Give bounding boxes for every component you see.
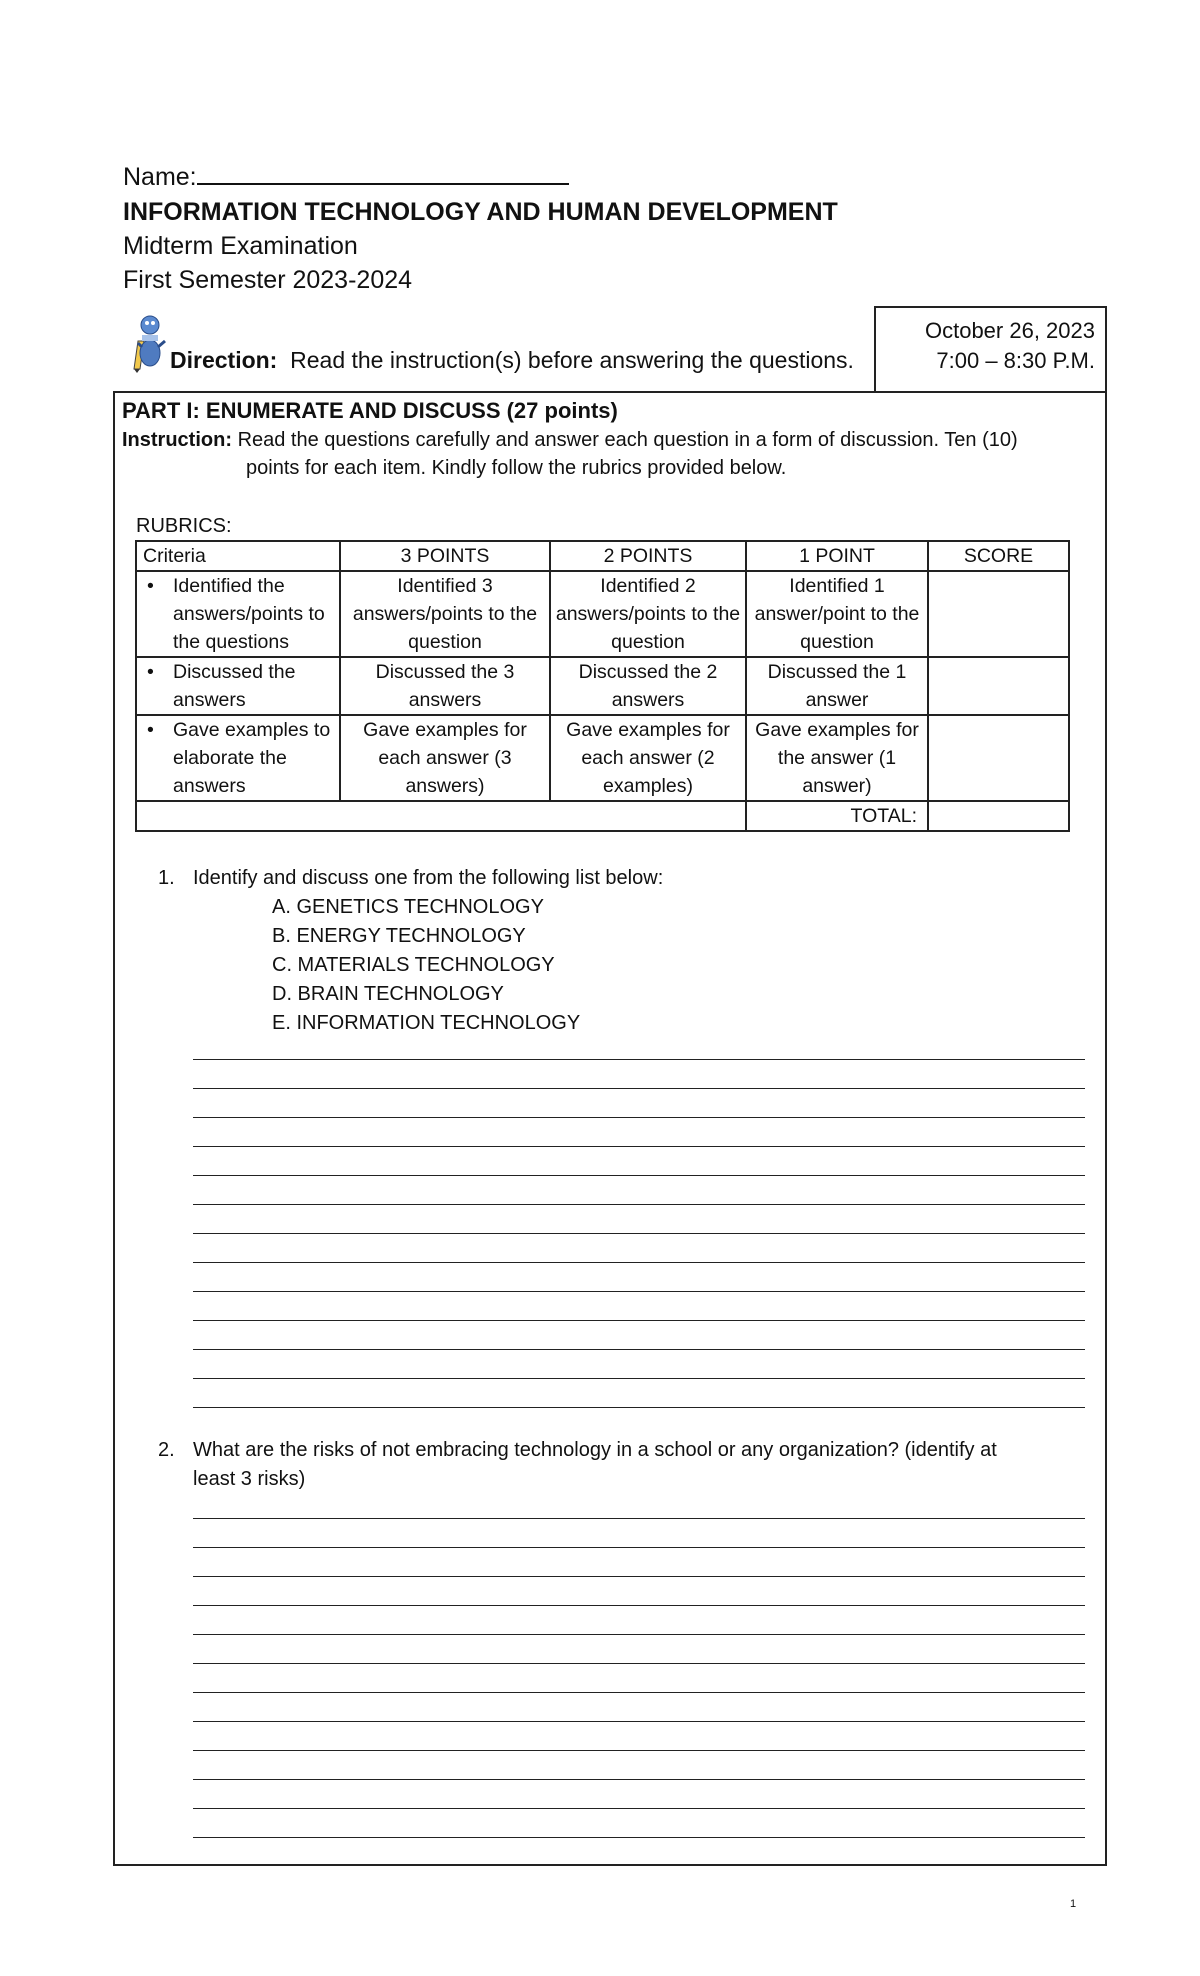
direction-label: Direction:	[170, 347, 278, 373]
answer-line[interactable]	[193, 1205, 1085, 1234]
answer-line[interactable]	[193, 1176, 1085, 1205]
answer-line[interactable]	[193, 1350, 1085, 1379]
option-b: B. ENERGY TECHNOLOGY	[272, 925, 526, 947]
answer-line[interactable]	[193, 1635, 1085, 1664]
answer-line[interactable]	[193, 1234, 1085, 1263]
part1-title: PART I: ENUMERATE AND DISCUSS (27 points)	[122, 398, 618, 423]
option-c: C. MATERIALS TECHNOLOGY	[272, 954, 555, 976]
answer-line[interactable]	[193, 1664, 1085, 1693]
bullet-icon: •	[147, 575, 154, 597]
direction-instruction: Read the instruction(s) before answering the questions.	[290, 347, 854, 373]
question-1-text: Identify and discuss one from the following list below:	[193, 867, 664, 889]
answer-line[interactable]	[193, 1780, 1085, 1809]
answer-line[interactable]	[193, 1060, 1085, 1089]
rubric-1pt: Discussed the 1 answer	[746, 657, 928, 715]
option-e: E. INFORMATION TECHNOLOGY	[272, 1012, 581, 1034]
bullet-icon: •	[147, 661, 154, 683]
exam-time: 7:00 – 8:30 P.M.	[936, 348, 1095, 373]
answer-line[interactable]	[193, 1292, 1085, 1321]
pencil-figure-icon	[128, 311, 168, 373]
rubric-score-cell[interactable]	[928, 657, 1069, 715]
rubric-3pts: Discussed the 3 answers	[340, 657, 550, 715]
rubric-row	[136, 571, 1069, 657]
total-label: TOTAL:	[746, 801, 928, 831]
total-score-cell[interactable]	[928, 801, 1069, 831]
rubric-header-row	[136, 541, 1069, 571]
answer-line[interactable]	[193, 1321, 1085, 1350]
rubric-criteria: Discussed the answers	[173, 661, 296, 711]
answer-line[interactable]	[193, 1089, 1085, 1118]
answer-line[interactable]	[193, 1263, 1085, 1292]
header-2-points: 2 POINTS	[550, 541, 746, 571]
name-field	[123, 160, 569, 194]
rubric-score-cell[interactable]	[928, 715, 1069, 801]
header-1-point: 1 POINT	[746, 541, 928, 571]
answer-line[interactable]	[193, 1118, 1085, 1147]
answer-line[interactable]	[193, 1809, 1085, 1838]
option-a: A. GENETICS TECHNOLOGY	[272, 896, 544, 918]
rubric-3pts: Identified 3 answers/points to the question	[340, 571, 550, 657]
semester: First Semester 2023-2024	[123, 266, 413, 294]
schedule-box	[874, 306, 1107, 391]
rubric-3pts: Gave examples for each answer (3 answers)	[340, 715, 550, 801]
rubric-2pts: Discussed the 2 answers	[550, 657, 746, 715]
instruction-line1: Read the questions carefully and answer each question in a form of discussion. Ten (10)	[237, 429, 1018, 451]
answer-line[interactable]	[193, 1031, 1085, 1060]
rubric-row	[136, 715, 1069, 801]
rubric-score-cell[interactable]	[928, 571, 1069, 657]
rubric-criteria: Identified the answers/points to the questions	[173, 575, 325, 653]
rubrics-table	[135, 540, 1070, 832]
option-d: D. BRAIN TECHNOLOGY	[272, 983, 504, 1005]
rubric-1pt: Identified 1 answer/point to the question	[746, 571, 928, 657]
answer-line[interactable]	[193, 1577, 1085, 1606]
question-1-answer-area[interactable]	[193, 1031, 1085, 1408]
header-score: SCORE	[928, 541, 1069, 571]
answer-line[interactable]	[193, 1379, 1085, 1408]
rubric-2pts: Gave examples for each answer (2 examples)	[550, 715, 746, 801]
header-3-points: 3 POINTS	[340, 541, 550, 571]
question-2-text-line1: What are the risks of not embracing technology in a school or any organization? (identify at	[193, 1439, 997, 1461]
bullet-icon: •	[147, 719, 154, 741]
question-2-number: 2.	[158, 1439, 175, 1461]
rubrics-label: RUBRICS:	[136, 515, 232, 537]
rubric-criteria: Gave examples to elaborate the answers	[173, 719, 331, 797]
answer-line[interactable]	[193, 1693, 1085, 1722]
instruction-line2: points for each item. Kindly follow the rubrics provided below.	[246, 457, 787, 479]
direction-row	[128, 305, 873, 390]
header-criteria: Criteria	[136, 541, 340, 571]
rubric-2pts: Identified 2 answers/points to the question	[550, 571, 746, 657]
answer-line[interactable]	[193, 1519, 1085, 1548]
part1-instruction	[122, 426, 1092, 454]
rubric-total-row	[136, 801, 1069, 831]
instruction-label: Instruction:	[122, 429, 232, 451]
question-2-answer-area[interactable]	[193, 1490, 1085, 1838]
answer-line[interactable]	[193, 1548, 1085, 1577]
question-1-number: 1.	[158, 867, 175, 889]
rubric-row	[136, 657, 1069, 715]
answer-line[interactable]	[193, 1722, 1085, 1751]
direction-text	[170, 345, 854, 375]
answer-line[interactable]	[193, 1606, 1085, 1635]
page-number: 1	[1070, 1898, 1077, 1910]
name-label: Name:	[123, 163, 197, 191]
course-title: INFORMATION TECHNOLOGY AND HUMAN DEVELOPMENT	[123, 198, 838, 226]
answer-line[interactable]	[193, 1751, 1085, 1780]
question-2-text-line2: least 3 risks)	[193, 1468, 306, 1490]
answer-line[interactable]	[193, 1490, 1085, 1519]
rubric-1pt: Gave examples for the answer (1 answer)	[746, 715, 928, 801]
exam-type: Midterm Examination	[123, 232, 358, 260]
answer-line[interactable]	[193, 1147, 1085, 1176]
exam-date: October 26, 2023	[924, 318, 1095, 343]
name-blank[interactable]	[197, 161, 569, 185]
